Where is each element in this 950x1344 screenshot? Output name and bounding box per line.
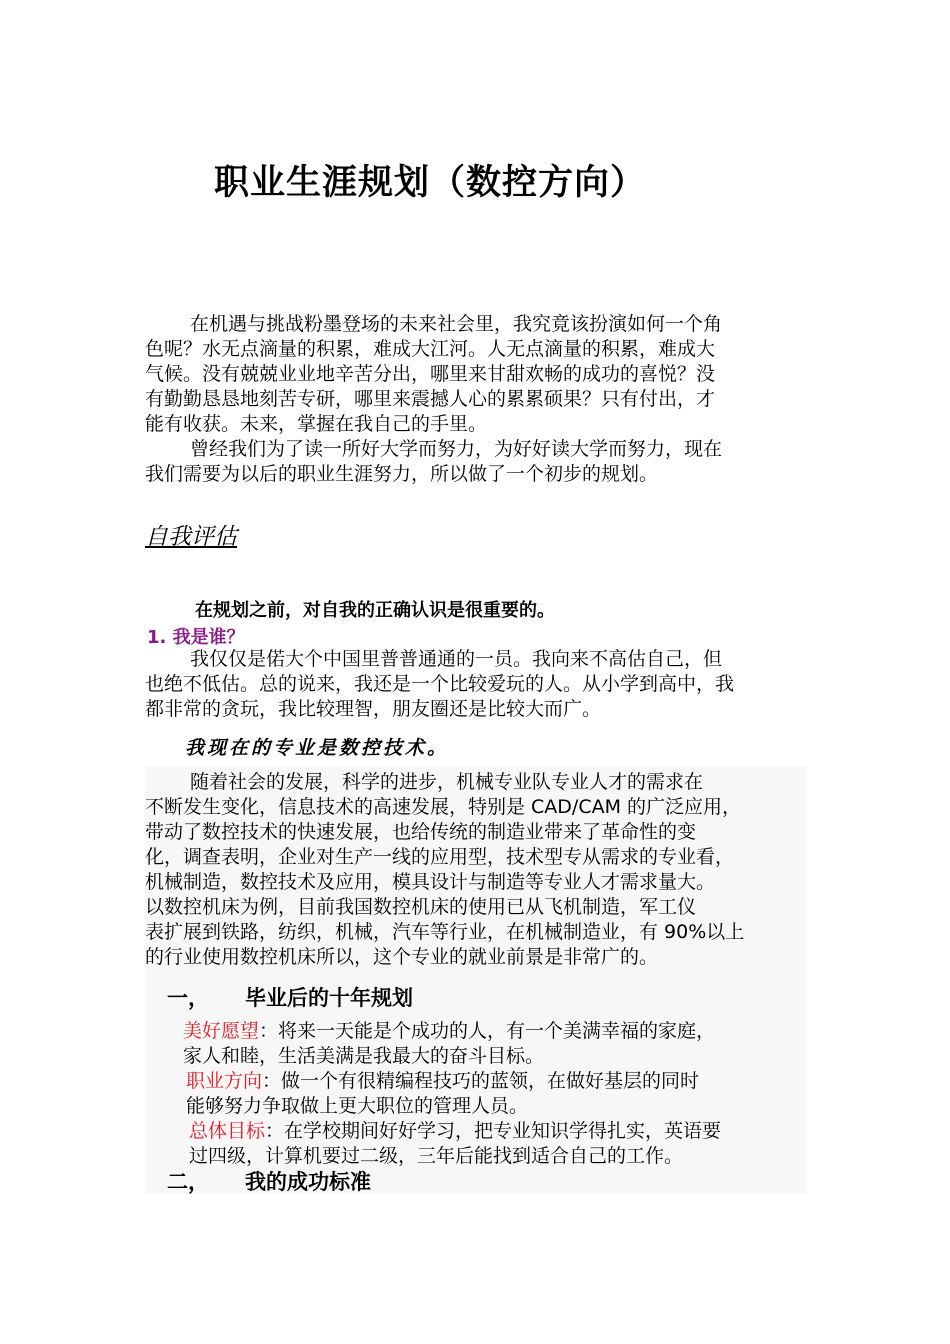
text-line: 有勤勤恳恳地刻苦专研，哪里来震撼人心的累累硕果？只有付出，才 [145, 388, 716, 410]
section-title: 毕业后的十年规划 [245, 986, 413, 1010]
goal-label: 职业方向 [186, 1070, 263, 1092]
goal-text: ：在学校期间好好学习，把专业知识学得扎实，英语要 [265, 1120, 722, 1142]
text-line: 我仅仅是偌大个中国里普普通通的一员。我向来不高估自己，但 [190, 648, 723, 670]
who-am-i-paragraph [145, 647, 810, 722]
text-line: 机械制造，数控技术及应用，模具设计与制造等专业人才需求量大。 [145, 871, 716, 893]
text-line: 能有收获。未来，掌握在我自己的手里。 [145, 413, 488, 435]
goal-wish [183, 1019, 823, 1069]
section-title: 我的成功标准 [245, 1170, 371, 1194]
text-line: 随着社会的发展，科学的进步，机械专业队专业人才的需求在 [190, 771, 704, 793]
text-line: 色呢？水无点滴量的积累，难成大江河。人无点滴量的积累，难成大 [145, 338, 716, 360]
goal-career-direction [186, 1069, 826, 1119]
text-line: 化，调查表明，企业对生产一线的应用型，技术型专从需求的专业看， [145, 846, 735, 868]
goal-text: ：做一个有很精编程技巧的蓝领，在做好基层的同时 [262, 1070, 700, 1092]
goal-text: 过四级，计算机要过二级，三年后能找到适合自己的工作。 [189, 1145, 684, 1167]
text-line: 带动了数控技术的快速发展，也给传统的制造业带来了革命性的变 [145, 821, 697, 843]
text-line: 的行业使用数控机床所以，这个专业的就业前景是非常广的。 [145, 946, 659, 968]
intro-paragraph-1 [145, 312, 810, 437]
section-number: 二， [167, 1170, 209, 1194]
text-line: 我们需要为以后的职业生涯努力，所以做了一个初步的规划。 [145, 463, 659, 485]
self-assessment-intro: 在规划之前，对自我的正确认识是很重要的。 [195, 600, 555, 621]
self-assessment-heading: 自我评估 [145, 524, 237, 550]
text-line: 曾经我们为了读一所好大学而努力，为好好读大学而努力，现在 [190, 438, 723, 460]
text-line: 气候。没有兢兢业业地辛苦分出，哪里来甘甜欢畅的成功的喜悦？没 [145, 363, 716, 385]
text-line: 表扩展到铁路，纺织，机械，汽车等行业，在机械制造业，有 90%以上 [145, 921, 745, 943]
goal-label: 美好愿望 [183, 1020, 260, 1042]
major-statement: 我现在的专业是数控技术。 [185, 737, 450, 759]
goal-text: ：将来一天能是个成功的人，有一个美满幸福的家庭， [259, 1020, 716, 1042]
section-number: 一， [167, 986, 209, 1010]
major-paragraph [145, 770, 810, 970]
text-line: 不断发生变化，信息技术的高速发展，特别是 CAD/CAM 的广泛应用， [145, 796, 742, 818]
text-line: 都非常的贪玩，我比较理智，朋友圈还是比较大而广。 [145, 698, 602, 720]
text-line: 以数控机床为例，目前我国数控机床的使用已从飞机制造，军工仪 [145, 896, 697, 918]
goal-label: 总体目标 [189, 1120, 266, 1142]
document-title: 职业生涯规划（数控方向） [214, 162, 647, 203]
goal-overall [189, 1119, 829, 1169]
section-1-heading [167, 982, 413, 1012]
goal-text: 能够努力争取做上更大职位的管理人员。 [186, 1095, 529, 1117]
who-am-i-heading: 1. 我是谁？ [147, 627, 245, 648]
section-2-heading [167, 1166, 371, 1196]
text-line: 在机遇与挑战粉墨登场的未来社会里，我究竟该扮演如何一个角 [190, 313, 723, 335]
text-line: 也绝不低估。总的说来，我还是一个比较爱玩的人。从小学到高中，我 [145, 673, 735, 695]
intro-paragraph-2 [145, 437, 810, 487]
goal-text: 家人和睦，生活美满是我最大的奋斗目标。 [183, 1045, 545, 1067]
